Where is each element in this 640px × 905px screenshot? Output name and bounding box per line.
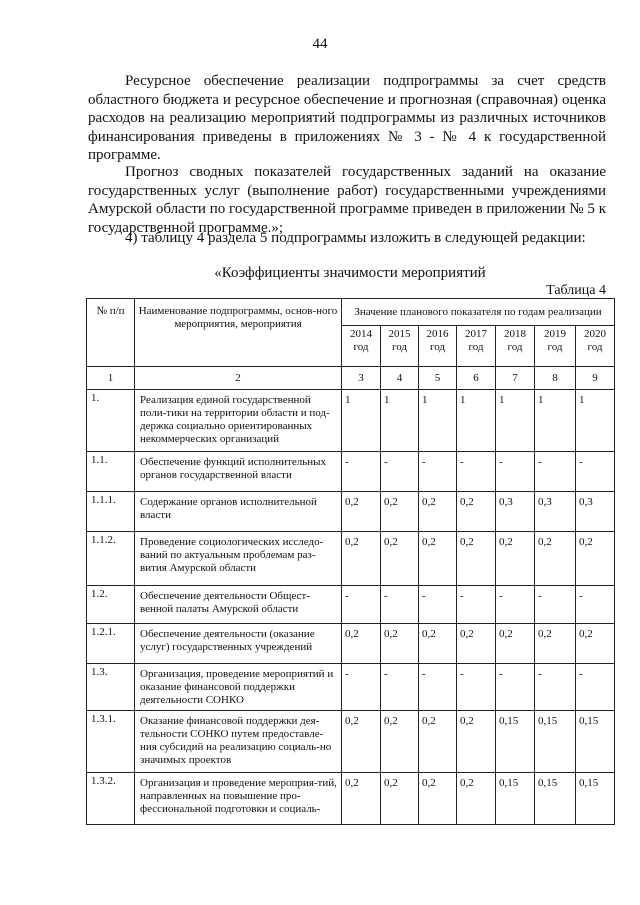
header-col-values: Значение планового показателя по годам реализации (342, 299, 615, 326)
row-value: 0,2 (457, 624, 496, 664)
table-row (87, 492, 615, 532)
paragraph-table-instruction: 4) таблицу 4 раздела 5 подпрограммы изложить в следующей редакции: (125, 230, 586, 246)
row-value: - (342, 452, 381, 492)
row-value: - (381, 452, 419, 492)
year-value: 2017 (465, 328, 487, 340)
row-value: 0,2 (457, 773, 496, 825)
header-year-2015 (381, 326, 419, 367)
row-value: 1 (496, 390, 535, 452)
row-number: 1.2.1. (87, 624, 135, 664)
column-number-cell: 4 (381, 367, 419, 390)
header-row (87, 299, 615, 326)
row-value: - (496, 586, 535, 624)
row-value: 0,3 (535, 492, 576, 532)
table-title: «Коэффициенты значимости мероприятий (214, 265, 486, 281)
table-row (87, 532, 615, 586)
header-column-numbers-row (87, 367, 615, 390)
column-number-cell: 9 (576, 367, 615, 390)
row-value: 0,2 (419, 492, 457, 532)
column-number-cell: 1 (87, 367, 135, 390)
row-value: 0,2 (496, 624, 535, 664)
row-value: 0,2 (535, 532, 576, 586)
table-row (87, 586, 615, 624)
row-value: 0,15 (535, 773, 576, 825)
row-value: - (457, 586, 496, 624)
row-value: 1 (535, 390, 576, 452)
row-name: Обеспечение функций исполнительных органов государственной власти (135, 452, 342, 492)
row-value: 0,2 (342, 492, 381, 532)
year-value: 2015 (388, 328, 411, 340)
row-value: - (457, 664, 496, 711)
table-body (87, 299, 615, 825)
table-row (87, 624, 615, 664)
year-value: 2019 (544, 328, 566, 340)
row-value: 1 (342, 390, 381, 452)
header-year-2016 (419, 326, 457, 367)
row-name: Проведение социологических исследо-ваний по актуальным проблемам раз-вития Амурской области (135, 532, 342, 586)
header-col-num: № п/п (87, 299, 135, 367)
row-number: 1.1. (87, 452, 135, 492)
table-row (87, 711, 615, 773)
row-value: - (576, 664, 615, 711)
header-year-2018 (496, 326, 535, 367)
row-value: 0,15 (496, 773, 535, 825)
row-value: 0,2 (419, 711, 457, 773)
row-value: 1 (381, 390, 419, 452)
paragraph-forecast: Прогноз сводных показателей государственных заданий на оказание государственных услуг (выполнение работ) государственными учреждениями Амурской области по государственной программе приведен в приложении № 5 к государственной программе.»; (88, 164, 606, 236)
row-value: - (457, 452, 496, 492)
row-value: 0,15 (576, 711, 615, 773)
year-suffix: год (468, 341, 484, 353)
row-value: - (419, 586, 457, 624)
row-value: 0,15 (576, 773, 615, 825)
year-value: 2014 (350, 328, 372, 340)
row-value: 0,2 (342, 624, 381, 664)
year-suffix: год (391, 341, 408, 353)
row-value: 0,2 (419, 532, 457, 586)
row-value: - (535, 664, 576, 711)
column-number-cell: 3 (342, 367, 381, 390)
table-label: Таблица 4 (546, 283, 606, 298)
row-value: 0,3 (496, 492, 535, 532)
table-row (87, 390, 615, 452)
row-value: 0,2 (576, 532, 615, 586)
row-value: - (381, 664, 419, 711)
row-name: Оказание финансовой поддержки дея-тельности СОНКО путем предоставле-ния субсидий на реализацию социаль-но значимых проектов (135, 711, 342, 773)
row-name: Обеспечение деятельности (оказание услуг) государственных учреждений (135, 624, 342, 664)
year-suffix: год (353, 341, 369, 353)
row-value: 0,2 (381, 492, 419, 532)
row-name: Организация и проведение мероприя-тий, направленных на повышение про-фессиональной подготовки и социаль- (135, 773, 342, 825)
row-value: 0,2 (381, 624, 419, 664)
row-value: 1 (457, 390, 496, 452)
row-value: 0,2 (419, 624, 457, 664)
row-name: Реализация единой государственной поли-тики на территории области и под-держка социально ориентированных некоммерческих организаций (135, 390, 342, 452)
year-suffix: год (429, 341, 446, 353)
row-value: 0,2 (342, 773, 381, 825)
table-row (87, 664, 615, 711)
header-year-2017 (457, 326, 496, 367)
header-col-name: Наименование подпрограммы, основ-ного мероприятия, мероприятия (135, 299, 342, 367)
column-number-cell: 8 (535, 367, 576, 390)
row-number: 1.3.1. (87, 711, 135, 773)
row-number: 1. (87, 390, 135, 452)
row-value: - (496, 664, 535, 711)
column-number-cell: 5 (419, 367, 457, 390)
row-value: 0,15 (496, 711, 535, 773)
row-value: 0,2 (342, 711, 381, 773)
row-value: 0,2 (457, 711, 496, 773)
row-value: 0,15 (535, 711, 576, 773)
year-value: 2020 (584, 328, 606, 340)
row-name: Организация, проведение мероприятий и оказание финансовой поддержки деятельности СОНКО (135, 664, 342, 711)
row-name: Содержание органов исполнительной власти (135, 492, 342, 532)
row-value: 0,2 (381, 711, 419, 773)
row-value: - (342, 664, 381, 711)
row-value: 0,2 (419, 773, 457, 825)
row-value: 0,3 (576, 492, 615, 532)
row-value: 0,2 (381, 773, 419, 825)
row-value: 0,2 (457, 492, 496, 532)
row-value: - (381, 586, 419, 624)
row-value: - (576, 586, 615, 624)
header-year-2019 (535, 326, 576, 367)
row-value: 0,2 (496, 532, 535, 586)
year-suffix: год (507, 341, 523, 353)
header-year-2014 (342, 326, 381, 367)
year-value: 2016 (426, 328, 449, 340)
row-value: 0,2 (535, 624, 576, 664)
row-value: 0,2 (342, 532, 381, 586)
year-suffix: год (587, 341, 603, 353)
row-value: - (535, 586, 576, 624)
row-value: - (576, 452, 615, 492)
column-number-cell: 7 (496, 367, 535, 390)
paragraph-resource-provision: Ресурсное обеспечение реализации подпрограммы за счет средств областного бюджета и ресурсное обеспечение и прогнозная (справочная) оценка расходов на реализацию мероприятий подпрограммы из различных источников финансирования приведены в приложениях № 3 - № 4 к государственной программе. (88, 73, 606, 164)
row-number: 1.1.1. (87, 492, 135, 532)
row-value: - (342, 586, 381, 624)
row-value: - (535, 452, 576, 492)
year-suffix: год (547, 341, 563, 353)
row-value: 0,2 (381, 532, 419, 586)
row-value: - (419, 664, 457, 711)
table-row (87, 773, 615, 825)
table-row (87, 452, 615, 492)
row-value: - (419, 452, 457, 492)
header-year-2020 (576, 326, 615, 367)
row-value: 0,2 (457, 532, 496, 586)
row-value: 0,2 (576, 624, 615, 664)
row-number: 1.1.2. (87, 532, 135, 586)
column-number-cell: 6 (457, 367, 496, 390)
row-value: 1 (576, 390, 615, 452)
row-value: - (496, 452, 535, 492)
row-name: Обеспечение деятельности Общест-венной палаты Амурской области (135, 586, 342, 624)
row-number: 1.2. (87, 586, 135, 624)
page-number: 44 (312, 36, 328, 52)
row-number: 1.3. (87, 664, 135, 711)
row-number: 1.3.2. (87, 773, 135, 825)
coefficients-table (86, 298, 615, 825)
year-value: 2018 (504, 328, 526, 340)
column-number-cell: 2 (135, 367, 342, 390)
row-value: 1 (419, 390, 457, 452)
